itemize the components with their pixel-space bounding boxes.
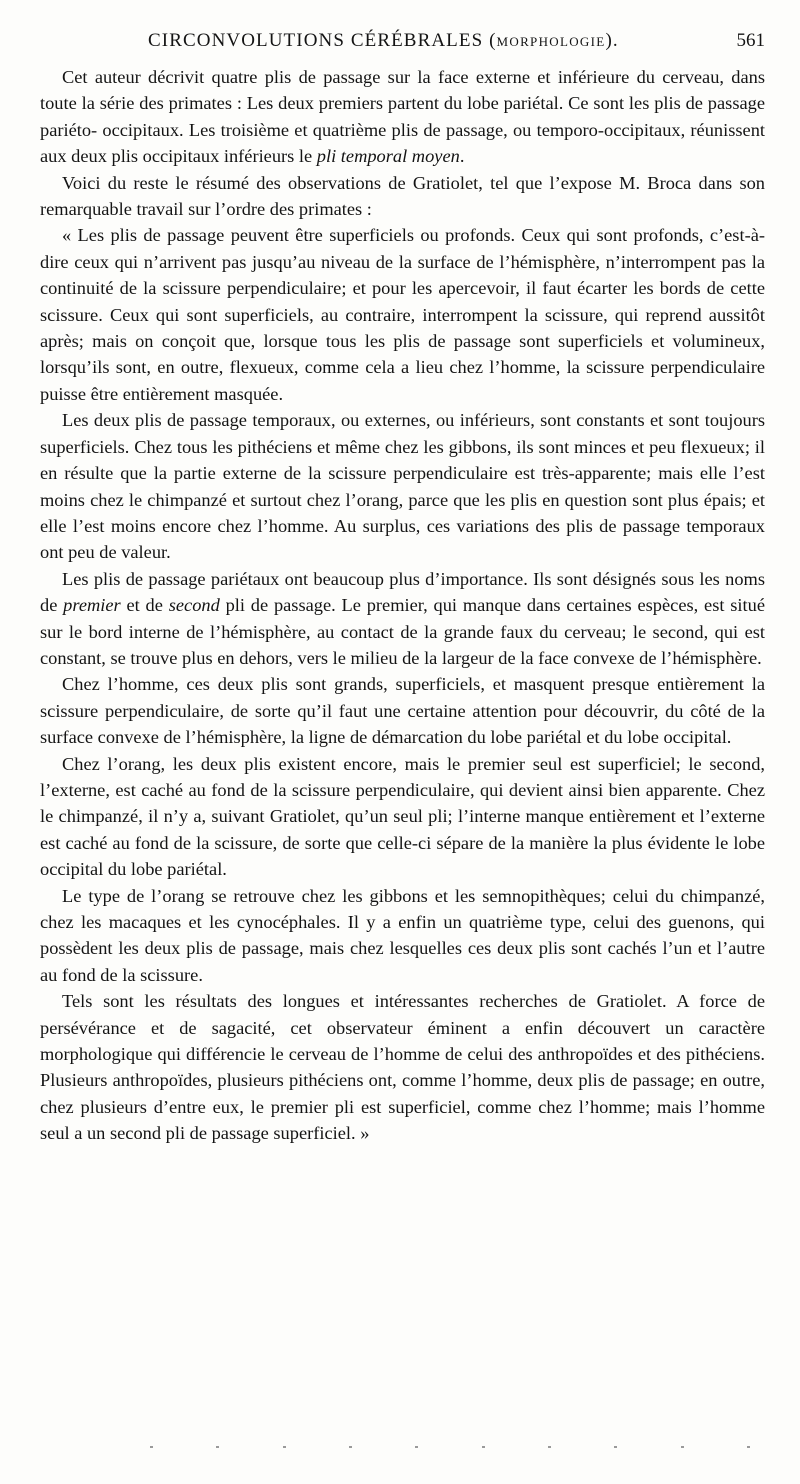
print-mark (415, 1446, 418, 1448)
running-title-end: ). (605, 30, 619, 51)
paragraph-5-emphasis-premier: premier (63, 595, 121, 616)
print-mark (681, 1446, 684, 1448)
running-title-subject: MORPHOLOGIE (496, 34, 606, 49)
paragraph-1 (40, 64, 765, 170)
running-head (40, 30, 765, 58)
paragraph-8: Le type de l’orang se retrouve chez les gibbons et les semnopithèques; celui du chimpanzé, chez les macaques et les cynocéphales. Il y a enfin un quatrième type, celui des guenons, qui possèdent les deux plis de passage, mais chez lesquelles ces deux plis sont cachés l’un et l’autre au fond de la scissure. (40, 885, 765, 985)
paragraph-3: « Les plis de passage peuvent être superficiels ou profonds. Ceux qui sont profonds, c’est-à-dire ceux qui n’arrivent pas jusqu’au niveau de la surface de l’hémisphère, n’interrompent pas la continuité de la scissure perpendiculaire; et pour les apercevoir, il faut écarter les bords de cette scissure. Ceux qui sont superficiels, au contraire, interrompent la scissure, qui reprend aussitôt après; mais on conçoit que, lorsque tous les plis de passage sont superficiels et volumineux, lorsqu’ils sont, en outre, flexueux, comme cela a lieu chez l’homme, la scissure perpendiculaire puisse être entièrement masquée. (40, 225, 765, 404)
paragraph-5-end: pli de passage. Le premier, qui manque dans certaines espèces, est situé sur le bord interne de l’hémisphère, au contact de la grande faux du cerveau; le second, qui est constant, se trouve plus en dehors, vers le milieu de la largeur de la face convexe de l’hémisphère. (40, 595, 765, 668)
print-mark (349, 1446, 352, 1448)
paragraph-7: Chez l’orang, les deux plis existent encore, mais le premier seul est superficiel; le second, l’externe, est caché au fond de la scissure perpendiculaire, qui devient ainsi bien apparente. Chez le chimpanzé, il n’y a, suivant Gratiolet, qu’un seul pli; l’interne manque entièrement et l’externe est caché au fond de la scissure, de sorte que celle-ci sépare de la manière la plus évidente le lobe occipital du lobe pariétal. (40, 753, 765, 880)
print-mark (614, 1446, 617, 1448)
paragraph-2: Voici du reste le résumé des observations de Gratiolet, tel que l’expose M. Broca dans son remarquable travail sur l’ordre des primates : (40, 172, 765, 220)
print-mark (747, 1446, 750, 1448)
paragraph-1-text: Cet auteur décrivit quatre plis de passage sur la face externe et inférieure du cerveau, dans toute la série des primates : Les deux premiers partent du lobe pariétal. Ce sont les plis de passage pariéto- occipitaux. Les troisième et quatrième plis de passage, ou temporo-occipitaux, réunissent aux deux plis occipitaux inférieurs le (40, 67, 765, 167)
print-mark (548, 1446, 551, 1448)
running-title-main: CIRCONVOLUTIONS CÉRÉBRALES ( (148, 30, 497, 51)
page-number: 561 (736, 30, 765, 51)
paragraph-5 (40, 566, 765, 672)
print-mark (216, 1446, 219, 1448)
running-title (148, 30, 619, 52)
paragraph-6: Chez l’homme, ces deux plis sont grands, superficiels, et masquent presque entièrement la scissure perpendiculaire, de sorte qu’il faut une certaine attention pour découvrir, du côté de la surface convexe de l’hémisphère, la ligne de démarcation du lobe pariétal et du lobe occipital. (40, 674, 765, 748)
print-mark (482, 1446, 485, 1448)
paragraph-5-middle: et de (120, 595, 169, 616)
body-text (40, 64, 765, 1147)
print-mark (150, 1446, 153, 1448)
paragraph-5-emphasis-second: second (168, 595, 220, 616)
paragraph-4: Les deux plis de passage temporaux, ou externes, ou inférieurs, sont constants et sont toujours superficiels. Chez tous les pithéciens et même chez les gibbons, ils sont minces et peu flexueux; il en résulte que la partie externe de la scissure perpendiculaire est très-apparente; mais elle l’est moins chez le chimpanzé et surtout chez l’orang, parce que les plis en question sont plus épais; et elle l’est moins encore chez l’homme. Au surplus, ces variations des plis de passage temporaux ont peu de valeur. (40, 410, 765, 563)
paragraph-5-text: Les plis de passage pariétaux ont beaucoup plus d’importance. Ils sont désignés sous les noms de (40, 568, 765, 616)
paragraph-9: Tels sont les résultats des longues et intéressantes recherches de Gratiolet. A force de persévérance et de sagacité, cet observateur éminent a enfin découvert un caractère morphologique qui différencie le cerveau de l’homme de celui des anthropoïdes et des pithéciens. Plusieurs anthropoïdes, plusieurs pithéciens ont, comme l’homme, deux plis de passage; en outre, chez plusieurs d’entre eux, le premier pli est superficiel, comme chez l’homme; mais l’homme seul a un second pli de passage superficiel. » (40, 991, 765, 1144)
paragraph-1-end: . (459, 146, 465, 167)
bottom-print-marks (150, 1446, 750, 1452)
paragraph-1-emphasis: pli temporal moyen (316, 146, 460, 167)
print-mark (283, 1446, 286, 1448)
